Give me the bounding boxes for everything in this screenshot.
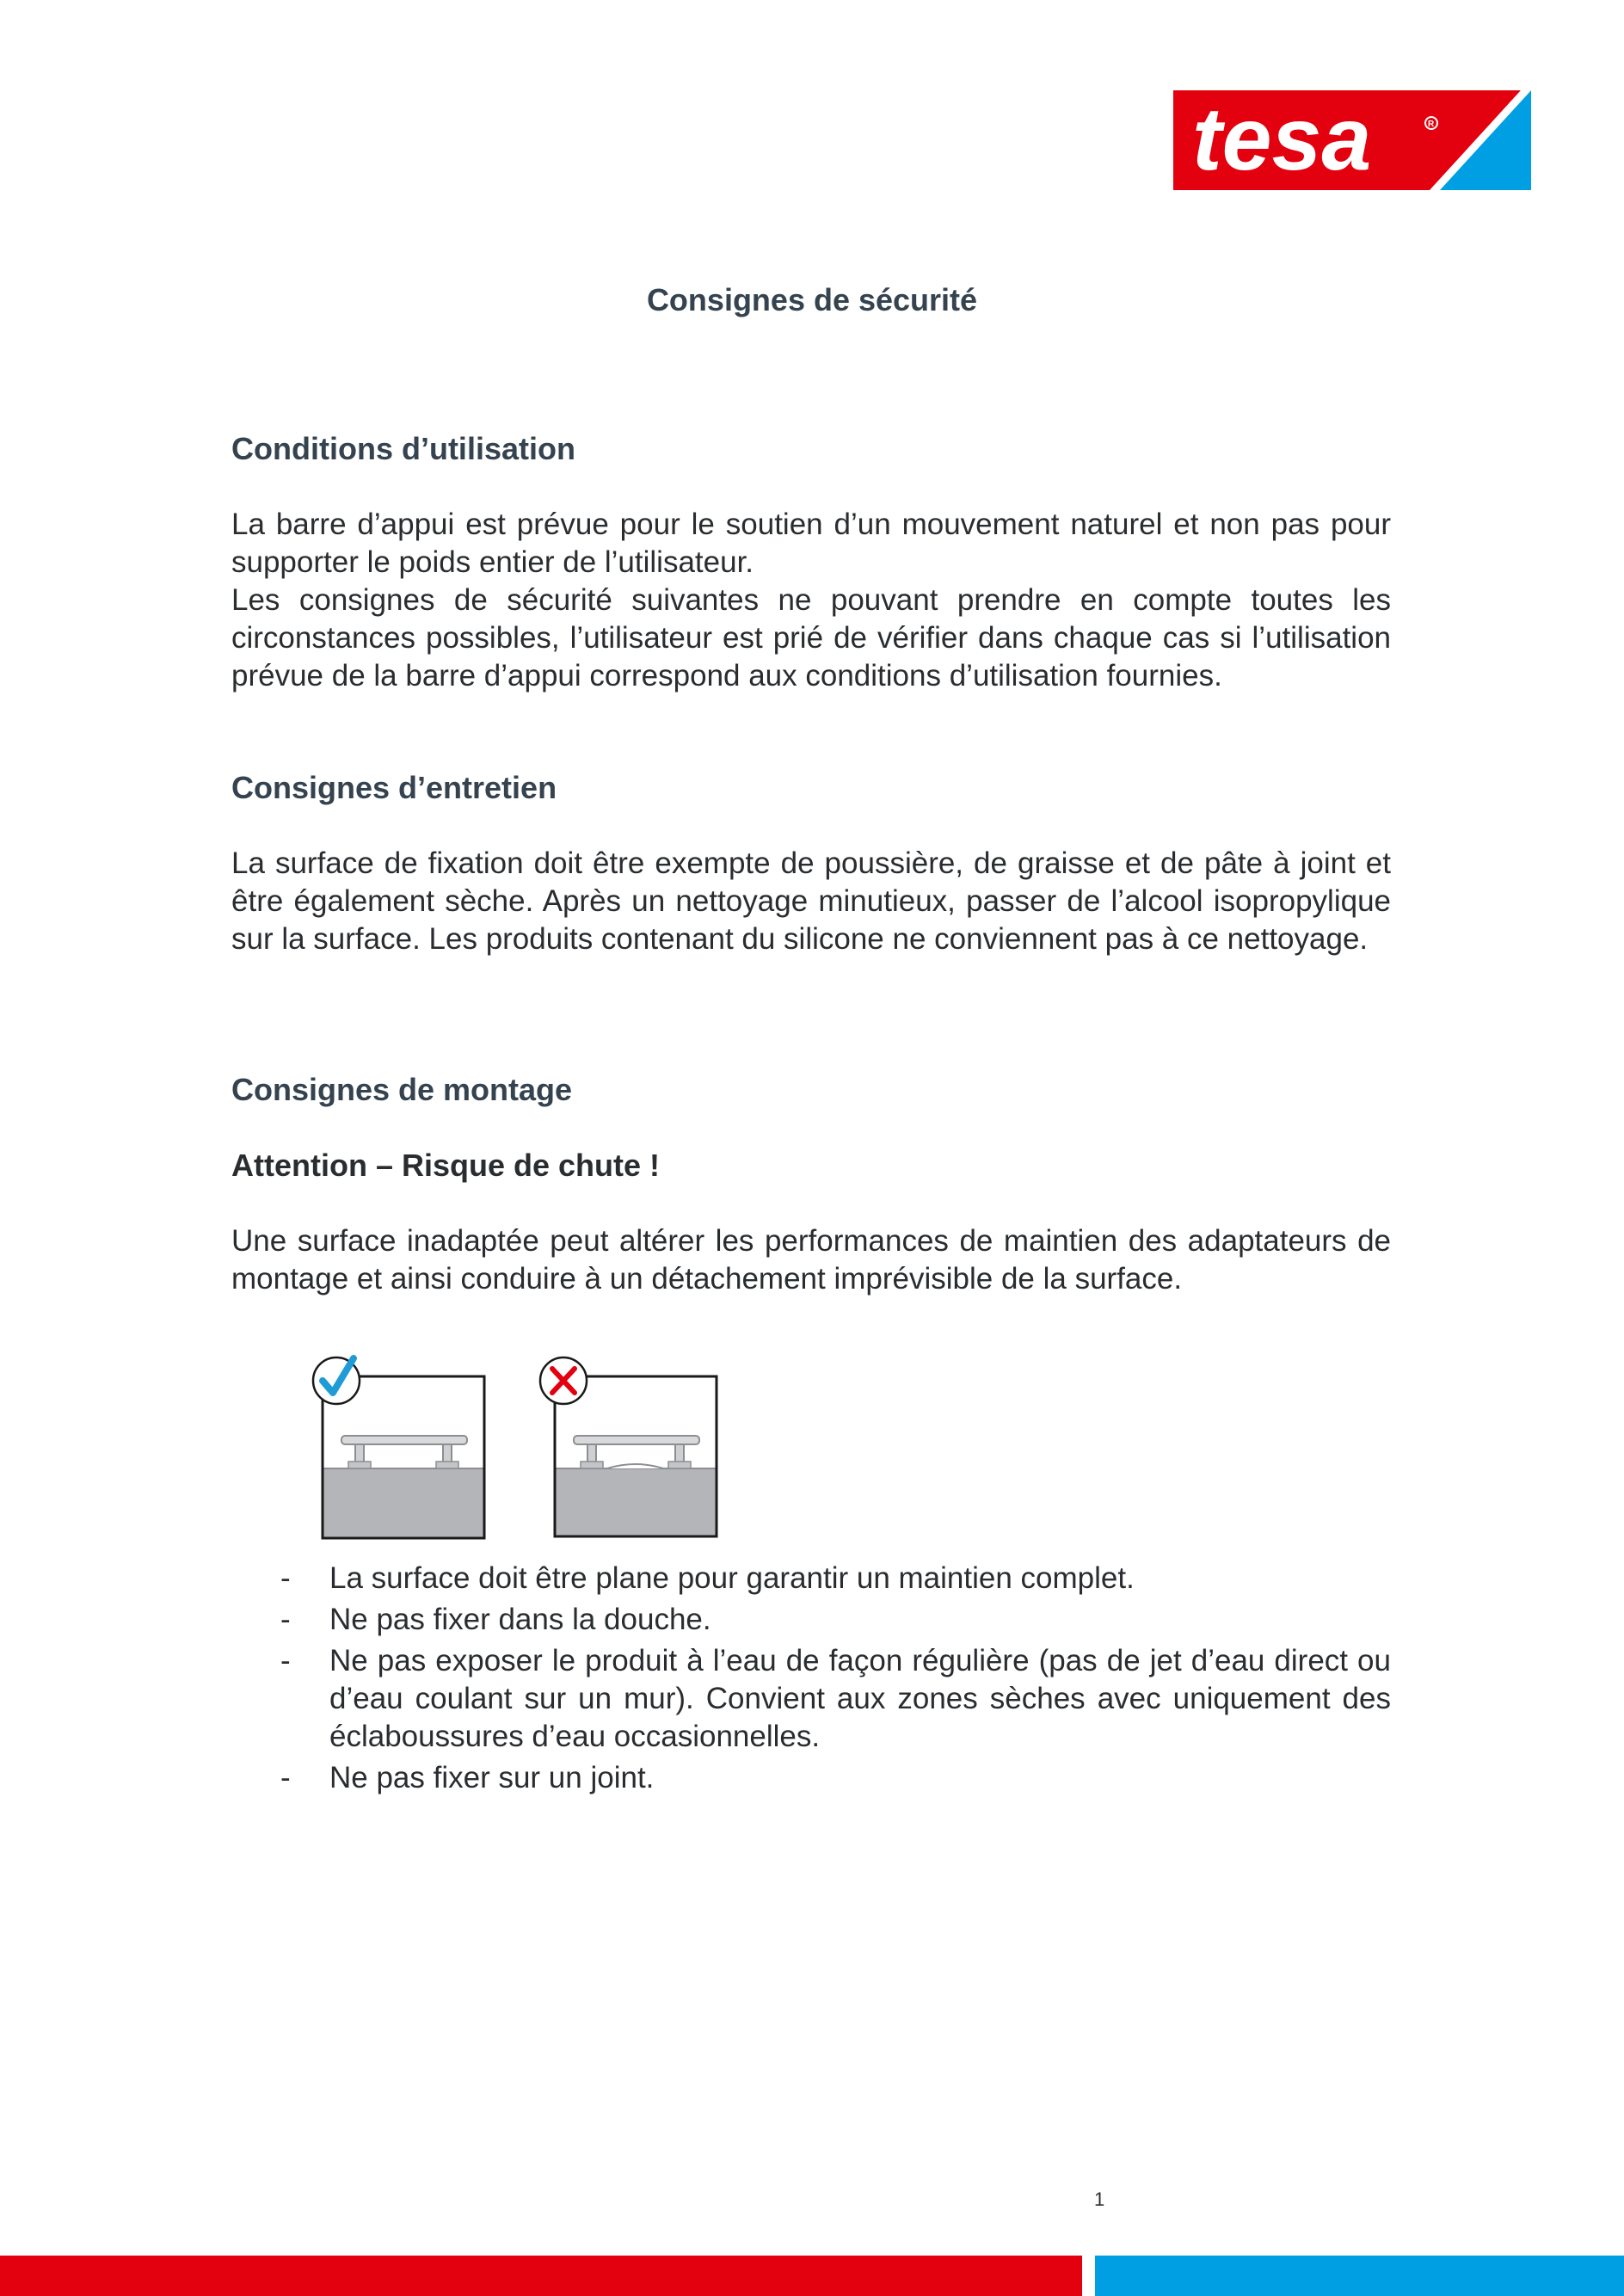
tesa-logo	[1173, 90, 1531, 190]
list-item-text: Ne pas fixer dans la douche.	[329, 1603, 711, 1636]
section-heading-conditions: Conditions d’utilisation	[231, 431, 575, 466]
bullet-marker: -	[280, 1761, 291, 1794]
section-heading-montage: Consignes de montage	[231, 1072, 573, 1107]
list-item	[231, 1560, 1391, 1597]
illustration-incorrect	[540, 1357, 717, 1536]
svg-text:R: R	[1428, 120, 1435, 129]
list-item	[231, 1759, 1391, 1797]
section-heading-entretien: Consignes d’entretien	[231, 770, 557, 805]
mounting-rules-list	[231, 1560, 1391, 1800]
list-item	[231, 1601, 1391, 1639]
list-item	[231, 1642, 1391, 1756]
page-number: 1	[1094, 2188, 1105, 2210]
conditions-paragraph-1: La barre d’appui est prévue pour le soutien d’un mouvement naturel et non pas pour supporter le poids entier de l’utilisateur.	[231, 508, 1391, 579]
list-item-text: La surface doit être plane pour garantir un maintien complet.	[329, 1561, 1135, 1595]
bullet-marker: -	[280, 1644, 291, 1677]
check-icon	[313, 1357, 360, 1404]
montage-paragraph: Une surface inadaptée peut altérer les performances de maintien des adaptateurs de montage et ainsi conduire à un détachement imprévisible de la surface.	[231, 1224, 1391, 1296]
page-title: Consignes de sécurité	[646, 282, 978, 317]
illustration-correct	[313, 1357, 484, 1538]
conditions-paragraph-2: Les consignes de sécurité suivantes ne pouvant prendre en compte toutes les circonstances possibles, l’utilisateur est prié de vérifier dans chaque cas si l’utilisation prévue de la barre d’appui correspond aux conditions d’utilisation fournies.	[231, 583, 1391, 692]
footer-bar-blue	[1095, 2256, 1624, 2296]
bullet-marker: -	[280, 1603, 291, 1636]
bullet-marker: -	[280, 1561, 291, 1595]
fall-risk-warning: Attention – Risque de chute !	[231, 1148, 661, 1183]
list-item-text: Ne pas fixer sur un joint.	[329, 1761, 655, 1794]
logo-wordmark: tesa	[1192, 90, 1372, 189]
cross-icon	[540, 1357, 587, 1404]
footer-bar-red	[0, 2256, 1082, 2296]
list-item-text: Ne pas exposer le produit à l’eau de façon régulière (pas de jet d’eau direct ou d’eau coulant sur un mur). Convient aux zones sèches avec uniquement des éclaboussures d’eau occasionnelles.	[329, 1644, 1391, 1753]
mounting-illustrations	[311, 1346, 723, 1553]
entretien-paragraph: La surface de fixation doit être exempte de poussière, de graisse et de pâte à joint et être également sèche. Après un nettoyage minutieux, passer de l’alcool isopropylique sur la surface. Les produits contenant du silicone ne conviennent pas à ce nettoyage.	[231, 846, 1391, 956]
